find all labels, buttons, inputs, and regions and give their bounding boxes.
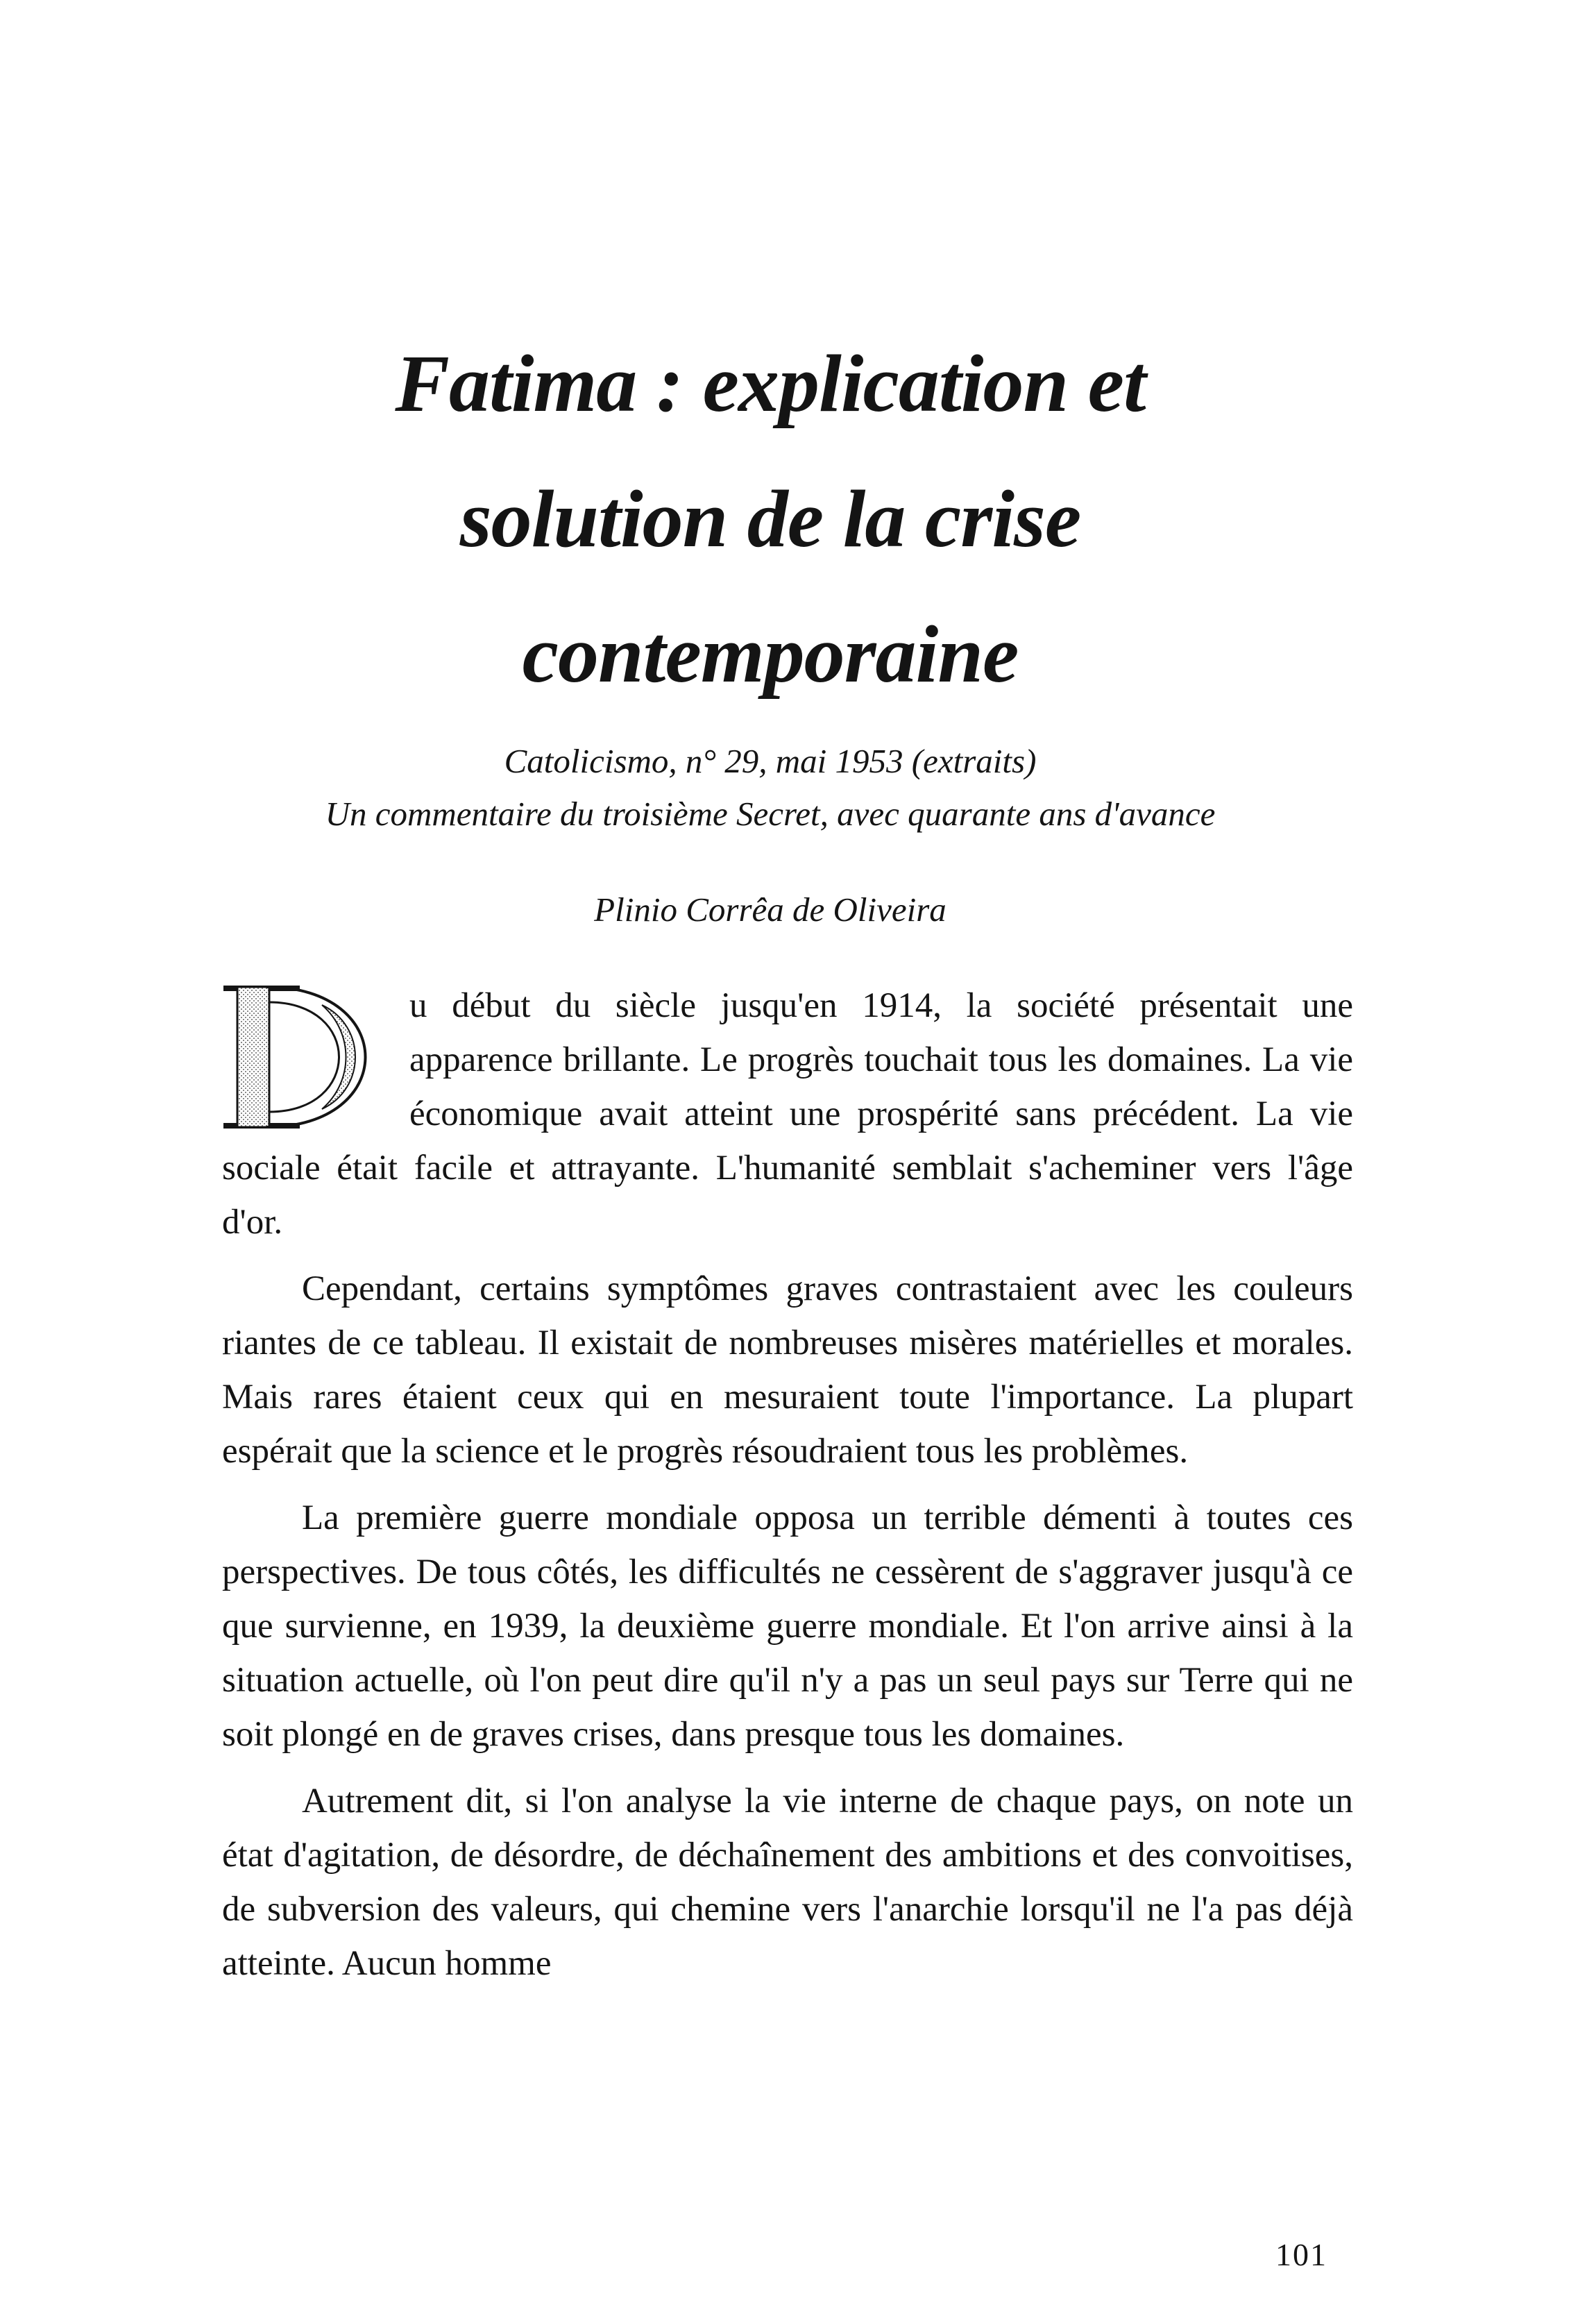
author-name: Plinio Corrêa de Oliveira	[594, 890, 946, 929]
chapter-title-line-1: Fatima : explication et	[395, 338, 1146, 429]
chapter-title-line-2: solution de la crise	[459, 473, 1081, 564]
article-body	[222, 979, 1353, 2003]
chapter-title-line-3: contemporaine	[522, 609, 1019, 700]
chapter-title	[208, 316, 1332, 722]
drop-cap-d-icon	[218, 977, 400, 1137]
paragraph-1	[222, 979, 1353, 1249]
paragraph-2: Cependant, certains symptômes graves contrastaient avec les couleurs riantes de ce tableau. Il existait de nombreuses misères matérielles et morales. Mais rares étaient ceux qui en mesuraient toute l'importance. La plupart espérait que la science et le progrès résoudraient tous les problèmes.	[222, 1269, 1353, 1471]
paragraph-3: La première guerre mondiale opposa un terrible démenti à toutes ces perspectives. De tous côtés, les difficultés ne cessèrent de s'aggraver jusqu'à ce que survienne, en 1939, la deuxième guerre mondiale. Et l'on arrive ainsi à la situation actuelle, où l'on peut dire qu'il n'y a pas un seul pays sur Terre qui ne soit plongé en de graves crises, dans presque tous les domaines.	[222, 1498, 1353, 1754]
drop-cap-d	[218, 977, 400, 1137]
paragraph-1-text: u début du siècle jusqu'en 1914, la société présentait une apparence brillante. Le progrès touchait tous les domaines. La vie économique avait atteint une prospérité sans précédent. La vie sociale était facile et attrayante. L'humanité semblait s'acheminer vers l'âge d'or.	[222, 986, 1353, 1242]
subtitle: Un commentaire du troisième Secret, avec quarante ans d'avance	[325, 795, 1216, 833]
source-citation: Catolicismo, n° 29, mai 1953 (extraits)	[504, 742, 1037, 780]
page-number: 101	[1275, 2237, 1327, 2272]
paragraph-4: Autrement dit, si l'on analyse la vie interne de chaque pays, on note un état d'agitation, de désordre, de déchaînement des ambitions et des convoitises, de subversion des valeurs, qui chemine vers l'anarchie lorsqu'il ne l'a pas déjà atteinte. Aucun homme	[222, 1782, 1353, 1983]
